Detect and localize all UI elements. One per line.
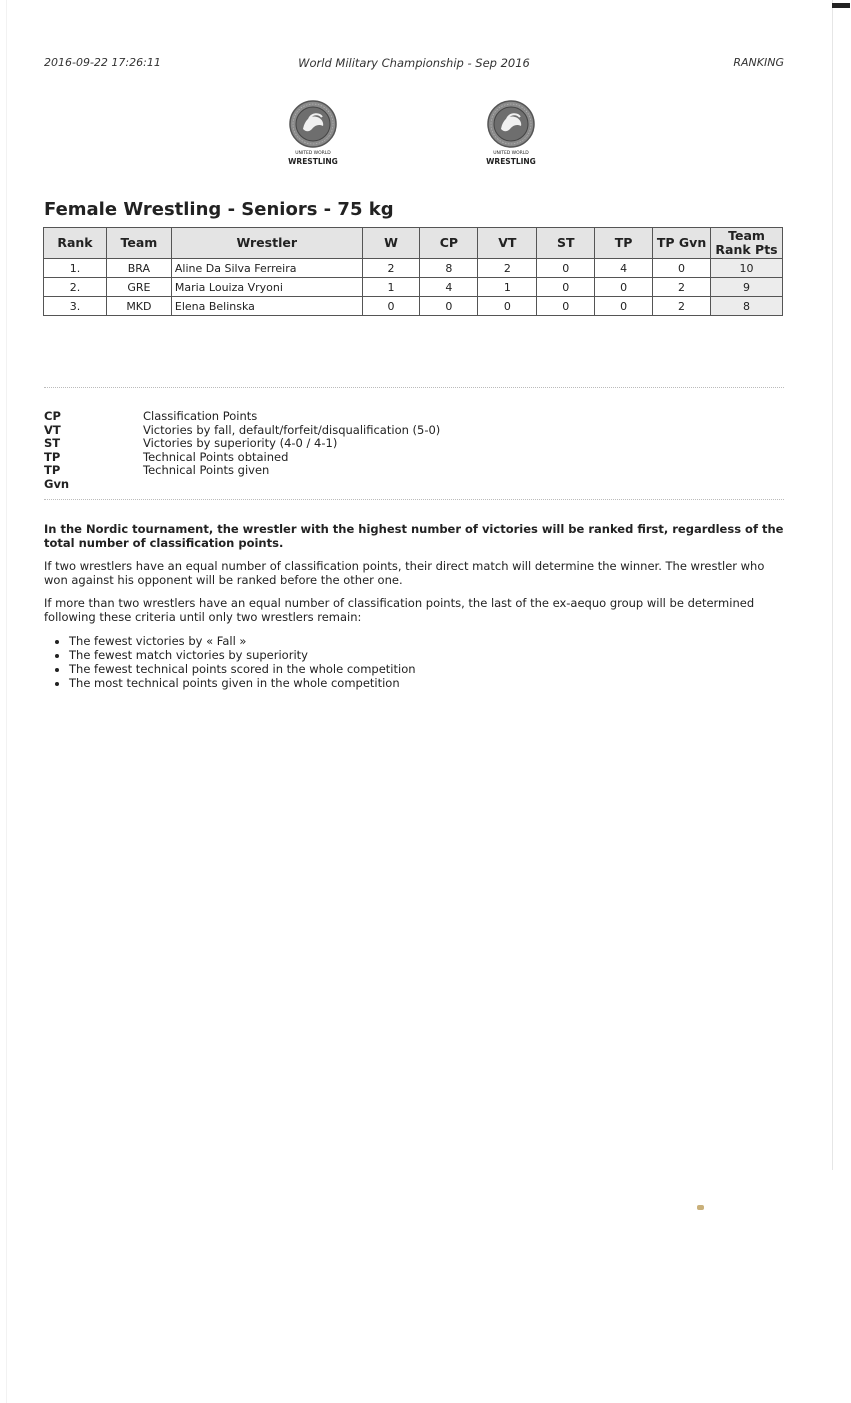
col-header-rank: Rank [44, 228, 107, 259]
divider [44, 499, 784, 500]
logo-line2: WRESTLING [288, 157, 338, 166]
logo-line2: WRESTLING [486, 157, 536, 166]
scan-speck [697, 1205, 704, 1210]
cell-cp: 0 [420, 297, 478, 316]
legend-desc: Technical Points obtained [143, 449, 289, 464]
page-edge-left [6, 0, 7, 1403]
cell-vt: 2 [478, 259, 537, 278]
uww-logo [281, 99, 345, 169]
event-title: World Military Championship - Sep 2016 [298, 56, 530, 70]
col-header-vt: VT [478, 228, 537, 259]
cell-team: MKD [106, 297, 171, 316]
legend-desc: Classification Points [143, 409, 258, 423]
legend-abbr: TP Gvn [44, 463, 70, 491]
legend-abbr: CP [44, 409, 61, 423]
uww-emblem-icon [281, 99, 345, 151]
table-row [44, 278, 783, 297]
logo-line1: UNITED WORLD [493, 151, 529, 156]
cell-w: 1 [362, 278, 420, 297]
nordic-rule: In the Nordic tournament, the wrestler with the highest number of victories will be ranked first, regardless of the total number of classification points. [44, 522, 784, 550]
cell-team-rank-pts: 9 [711, 278, 783, 297]
col-header-tp: TP [595, 228, 653, 259]
list-item: • The fewest match victories by superiority [69, 648, 789, 662]
list-item: • The fewest victories by « Fall » [69, 634, 789, 648]
cell-team-rank-pts: 10 [711, 259, 783, 278]
cell-team-rank-pts: 8 [711, 297, 783, 316]
cell-tp-gvn: 2 [653, 278, 711, 297]
col-header-team-rank-pts-line2: Rank Pts [715, 242, 778, 257]
logo-line1: UNITED WORLD [295, 151, 331, 156]
category-title: Female Wrestling - Seniors - 75 kg [44, 199, 394, 220]
cell-rank: 3. [44, 297, 107, 316]
cell-wrestler: Aline Da Silva Ferreira [171, 259, 362, 278]
legend-abbr: ST [44, 436, 61, 450]
list-item: • The fewest technical points scored in the whole competition [69, 662, 789, 676]
col-header-st: ST [537, 228, 595, 259]
cell-cp: 8 [420, 259, 478, 278]
legend-desc: Victories by fall, default/forfeit/disqualification (5-0) [143, 422, 441, 437]
corner-mark [832, 3, 850, 8]
cell-team: GRE [106, 278, 171, 297]
list-item: • The most technical points given in the whole competition [69, 676, 789, 690]
table-row [44, 297, 783, 316]
cell-rank: 2. [44, 278, 107, 297]
legend-abbr: VT [44, 422, 61, 437]
two-wrestlers-rule: If two wrestlers have an equal number of classification points, their direct match will determine the winner. The wrestler who won against his opponent will be ranked before the other one. [44, 559, 765, 587]
criteria-list [44, 634, 789, 690]
col-header-team: Team [106, 228, 171, 259]
col-header-wrestler: Wrestler [171, 228, 362, 259]
cell-tp: 0 [595, 297, 653, 316]
timestamp: 2016-09-22 17:26:11 [44, 56, 161, 69]
cell-tp: 0 [595, 278, 653, 297]
col-header-team-rank-pts-line1: Team [728, 228, 765, 243]
cell-rank: 1. [44, 259, 107, 278]
document-kind: RANKING [733, 56, 784, 69]
cell-cp: 4 [420, 278, 478, 297]
cell-tp-gvn: 0 [653, 259, 711, 278]
legend-abbr: TP [44, 449, 61, 464]
cell-vt: 0 [478, 297, 537, 316]
legend-desc: Victories by superiority (4-0 / 4-1) [143, 436, 338, 450]
uww-logo [479, 99, 543, 169]
cell-tp-gvn: 2 [653, 297, 711, 316]
page-edge-right [832, 0, 833, 1170]
table-header-row [44, 228, 783, 259]
cell-tp: 4 [595, 259, 653, 278]
uww-emblem-icon [479, 99, 543, 151]
cell-st: 0 [537, 278, 595, 297]
cell-w: 0 [362, 297, 420, 316]
cell-st: 0 [537, 297, 595, 316]
cell-wrestler: Elena Belinska [171, 297, 362, 316]
col-header-cp: CP [420, 228, 478, 259]
divider [44, 387, 784, 388]
table-row [44, 259, 783, 278]
col-header-tp-gvn: TP Gvn [653, 228, 711, 259]
cell-team: BRA [106, 259, 171, 278]
page-header [44, 56, 784, 72]
ranking-table [43, 227, 783, 316]
more-wrestlers-rule: If more than two wrestlers have an equal number of classification points, the last of the ex-aequo group will be determined following these criteria until only two wrestlers remain: [44, 596, 755, 624]
cell-st: 0 [537, 259, 595, 278]
cell-wrestler: Maria Louiza Vryoni [171, 278, 362, 297]
cell-w: 2 [362, 259, 420, 278]
legend-desc: Technical Points given [143, 463, 270, 477]
col-header-w: W [362, 228, 420, 259]
col-header-team-rank-pts [711, 228, 783, 259]
cell-vt: 1 [478, 278, 537, 297]
ranking-rules [44, 523, 789, 690]
